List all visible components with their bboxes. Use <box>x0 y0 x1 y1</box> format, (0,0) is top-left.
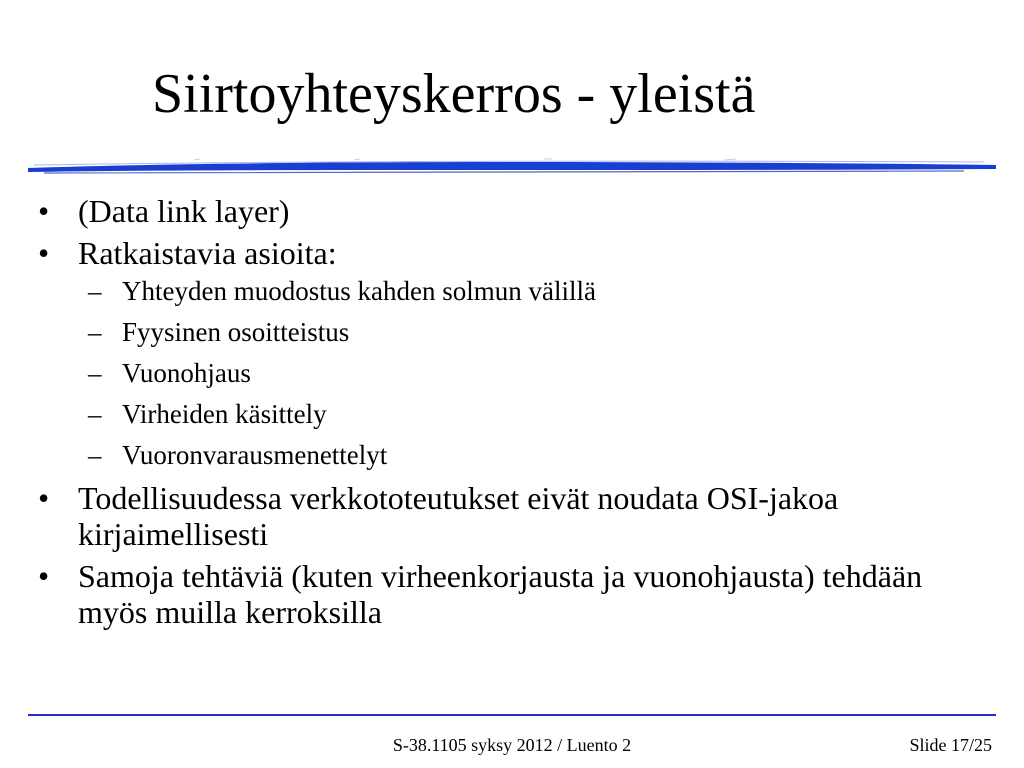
footer-course: S-38.1105 syksy 2012 / Luento 2 <box>392 735 632 755</box>
dash-marker: – <box>88 440 102 470</box>
bullet-text: Samoja tehtäviä (kuten virheenkorjausta ja vuonohjausta) tehdään myös muilla kerroksilla <box>78 558 923 630</box>
dash-marker: – <box>88 399 102 429</box>
title-underline-brush <box>24 150 1000 180</box>
sub-bullet-text: Virheiden käsittely <box>122 399 327 429</box>
bullet-marker: • <box>38 480 50 516</box>
sub-bullet-text: Vuonohjaus <box>122 358 251 388</box>
footer-divider <box>28 714 996 716</box>
bullet-text: (Data link layer) <box>78 193 290 229</box>
sub-bullet-item <box>30 439 990 471</box>
sub-bullet-text: Vuoronvarausmenettelyt <box>122 440 388 470</box>
sub-bullet-item <box>30 275 990 307</box>
slide-body <box>30 193 990 636</box>
sub-bullet-text: Yhteyden muodostus kahden solmun välillä <box>122 276 596 306</box>
bullet-item <box>30 480 990 552</box>
bullet-item <box>30 193 990 229</box>
dash-marker: – <box>88 358 102 388</box>
bullet-item <box>30 235 990 271</box>
sub-bullet-item <box>30 316 990 348</box>
bullet-text: Todellisuudessa verkkototeutukset eivät noudata OSI-jakoa kirjaimellisesti <box>78 480 839 552</box>
bullet-marker: • <box>38 235 50 271</box>
sub-bullet-list <box>30 275 990 471</box>
sub-bullet-item <box>30 398 990 430</box>
bullet-text: Ratkaistavia asioita: <box>78 235 337 271</box>
dash-marker: – <box>88 276 102 306</box>
sub-bullet-item <box>30 357 990 389</box>
footer-slide-number: Slide 17/25 <box>909 735 992 755</box>
sub-bullet-text: Fyysinen osoitteistus <box>122 317 350 347</box>
bullet-marker: • <box>38 558 50 594</box>
bullet-item <box>30 558 990 630</box>
bullet-marker: • <box>38 193 50 229</box>
dash-marker: – <box>88 317 102 347</box>
slide-title: Siirtoyhteyskerros - yleistä <box>152 63 756 125</box>
